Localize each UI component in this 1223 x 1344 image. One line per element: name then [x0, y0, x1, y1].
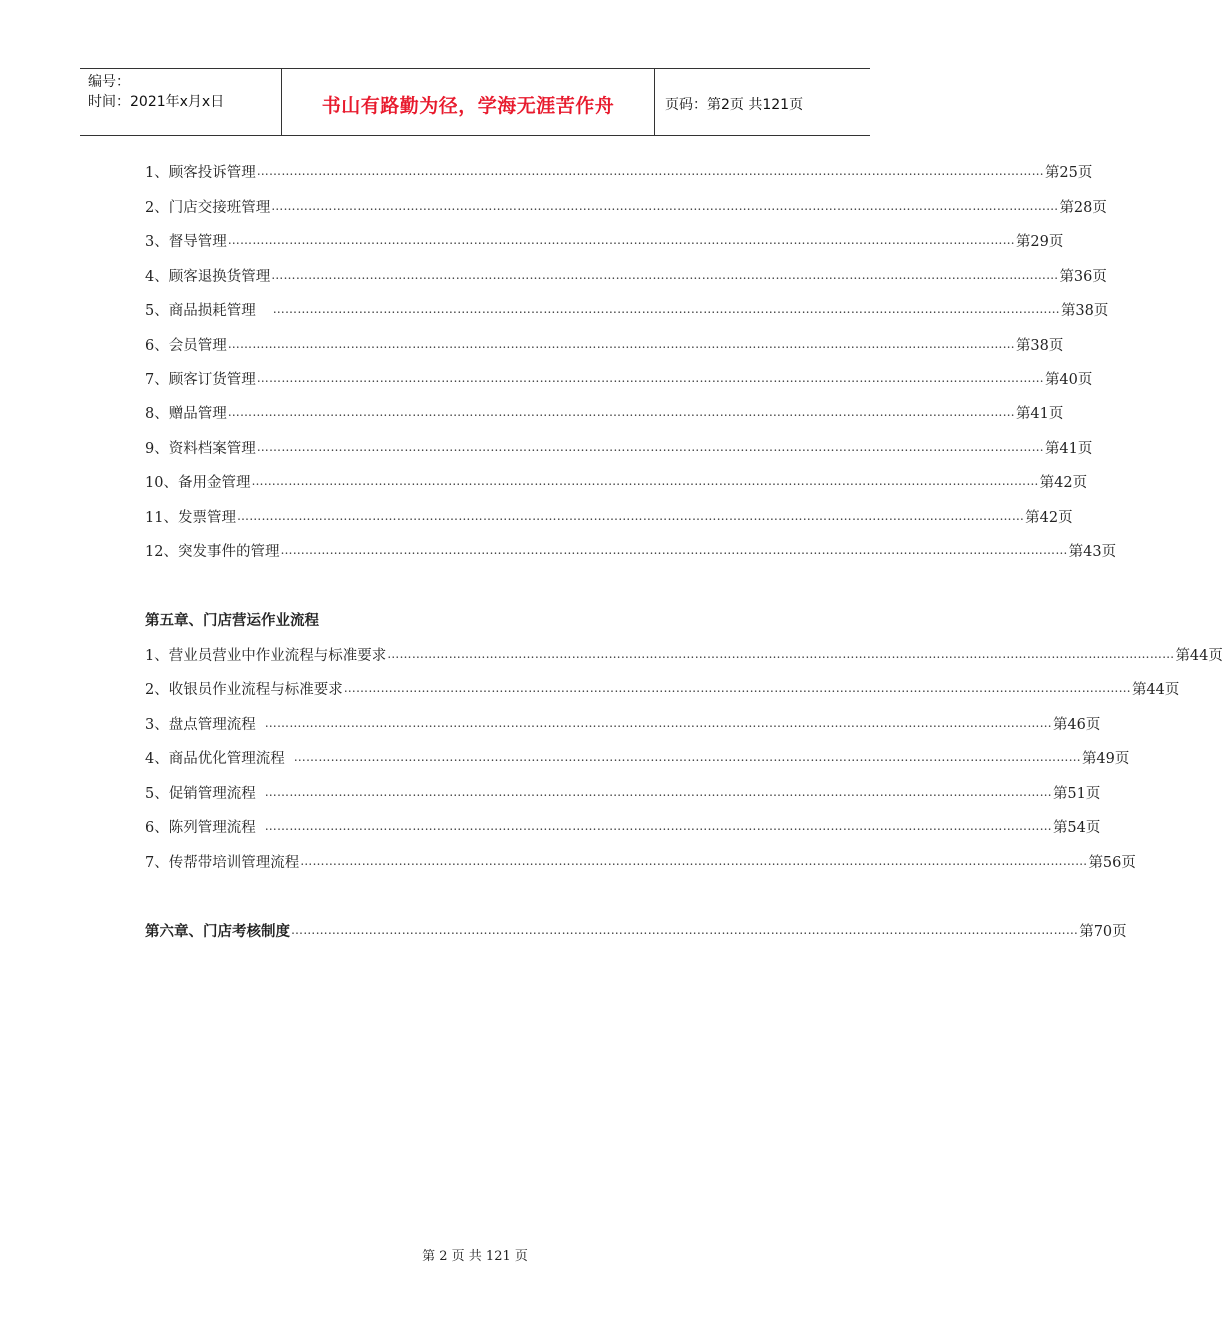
page-header: [80, 68, 870, 136]
toc-entry-title: 门店交接班管理: [168, 199, 271, 216]
toc-entry-number: 5、: [145, 785, 169, 802]
toc-entry-page: 第51页: [1052, 785, 1101, 802]
toc-leader-dots: …………………………………………………………………………………………………………………………………………………………………………: [271, 268, 1059, 282]
toc-entry-page: 第44页: [1175, 647, 1223, 664]
toc-leader-dots: …………………………………………………………………………………………………………………………………………………………………………: [251, 474, 1039, 488]
toc-leader-dots: …………………………………………………………………………………………………………………………………………………………………………: [293, 750, 1081, 764]
header-time-label: 时间：2021年x月x日: [88, 94, 225, 110]
toc-entry-number: 7、: [145, 371, 169, 388]
toc-entry-number: 1、: [145, 164, 169, 181]
toc-entry-number: 10、: [145, 474, 178, 491]
toc-entry-page: 第28页: [1059, 199, 1107, 216]
toc-entry[interactable]: [145, 712, 1101, 734]
toc-entry-page: 第41页: [1015, 405, 1064, 422]
toc-leader-dots: …………………………………………………………………………………………………………………………………………………………………………: [291, 923, 1079, 937]
toc-entry-title: 顾客投诉管理: [168, 164, 256, 181]
toc-entry-number: 6、: [145, 337, 169, 354]
toc-entry[interactable]: [145, 264, 1107, 286]
toc-entry-number: 4、: [145, 750, 169, 767]
toc-entry[interactable]: [145, 333, 1064, 355]
toc-entry-number: 8、: [145, 405, 169, 422]
toc-entry-title: 盘点管理流程: [168, 716, 256, 733]
toc-entry-title: 顾客订货管理: [168, 371, 256, 388]
toc-leader-dots: …………………………………………………………………………………………………………………………………………………………………………: [256, 440, 1044, 454]
toc-entry[interactable]: [145, 298, 1109, 320]
toc-entry[interactable]: [145, 229, 1064, 251]
toc-entry-page: 第42页: [1025, 509, 1073, 526]
toc-leader-dots: …………………………………………………………………………………………………………………………………………………………………………: [256, 371, 1044, 385]
toc-entry[interactable]: [145, 160, 1093, 182]
toc-entry-page: 第40页: [1044, 371, 1093, 388]
toc-leader-dots: …………………………………………………………………………………………………………………………………………………………………………: [300, 854, 1088, 868]
toc-entry-number: 2、: [145, 681, 169, 698]
toc-entry[interactable]: [145, 470, 1088, 492]
toc-entry-number: 11、: [145, 509, 178, 526]
toc-leader-dots: …………………………………………………………………………………………………………………………………………………………………………: [227, 405, 1015, 419]
toc-entry-page: 第56页: [1088, 854, 1136, 871]
toc-entry-page: 第42页: [1039, 474, 1088, 491]
toc-entry-title: 商品损耗管理: [168, 302, 256, 319]
toc-entry[interactable]: [145, 746, 1130, 768]
toc-entry-number: 12、: [145, 543, 178, 560]
toc-entry-page: 第38页: [1060, 302, 1109, 319]
toc-entry[interactable]: [145, 781, 1101, 803]
toc-entry-number: 2、: [145, 199, 169, 216]
toc-entry-number: 5、: [145, 302, 169, 319]
toc-leader-dots: …………………………………………………………………………………………………………………………………………………………………………: [387, 647, 1175, 661]
toc-leader-dots: …………………………………………………………………………………………………………………………………………………………………………: [227, 337, 1015, 351]
toc-entry[interactable]: [145, 195, 1107, 217]
toc-entry-page: 第43页: [1068, 543, 1117, 560]
toc-entry-page: 第36页: [1059, 268, 1107, 285]
toc-entry-page: 第41页: [1044, 440, 1093, 457]
toc-entry-page: 第70页: [1079, 923, 1127, 940]
header-meta: [80, 69, 282, 135]
toc-entry-page: 第25页: [1044, 164, 1093, 181]
toc-entry[interactable]: [145, 677, 1180, 699]
toc-entry-title: 传帮带培训管理流程: [168, 854, 300, 871]
toc-entry-page: 第29页: [1015, 233, 1064, 250]
toc-leader-dots: …………………………………………………………………………………………………………………………………………………………………………: [272, 302, 1060, 316]
toc-entry-title: 突发事件的管理: [177, 543, 280, 560]
toc-leader-dots: …………………………………………………………………………………………………………………………………………………………………………: [264, 819, 1052, 833]
footer-page-number: 第 2 页 共 121 页: [422, 1249, 528, 1264]
toc-entry-title: 陈列管理流程: [168, 819, 256, 836]
toc-entry-number: 4、: [145, 268, 169, 285]
page-footer: [0, 1245, 950, 1264]
toc-leader-dots: …………………………………………………………………………………………………………………………………………………………………………: [343, 681, 1131, 695]
toc-leader-dots: …………………………………………………………………………………………………………………………………………………………………………: [227, 233, 1015, 247]
toc-entry[interactable]: [145, 401, 1064, 423]
toc-entry-title: 赠品管理: [168, 405, 227, 422]
toc-leader-dots: …………………………………………………………………………………………………………………………………………………………………………: [236, 509, 1025, 523]
toc-entry[interactable]: [145, 539, 1117, 561]
toc-entry-title: 资料档案管理: [168, 440, 256, 457]
toc-entry-page: 第54页: [1052, 819, 1101, 836]
toc-entry-number: 7、: [145, 854, 169, 871]
header-motto: 书山有路勤为径，学海无涯苦作舟: [282, 69, 655, 135]
header-number-label: 编号：: [88, 74, 130, 90]
toc-entry[interactable]: [145, 436, 1093, 458]
toc-entry[interactable]: [145, 643, 1223, 665]
toc-entry-title: 商品优化管理流程: [168, 750, 285, 767]
toc-entry-title: 备用金管理: [177, 474, 251, 491]
toc-entry[interactable]: [145, 505, 1073, 527]
toc-entry-page: 第44页: [1131, 681, 1180, 698]
toc-entry-title: 顾客退换货管理: [168, 268, 271, 285]
toc-entry-title: 促销管理流程: [168, 785, 256, 802]
toc-entry[interactable]: [145, 815, 1101, 837]
toc-entry-page: 第49页: [1081, 750, 1130, 767]
toc-entry-page: 第38页: [1015, 337, 1064, 354]
toc-chapter-6[interactable]: [145, 919, 1127, 941]
toc-entry[interactable]: [145, 850, 1136, 872]
toc-entry-number: 6、: [145, 819, 169, 836]
toc-leader-dots: …………………………………………………………………………………………………………………………………………………………………………: [271, 199, 1059, 213]
toc-leader-dots: …………………………………………………………………………………………………………………………………………………………………………: [264, 716, 1052, 730]
toc-entry-title: 会员管理: [168, 337, 227, 354]
chapter-heading[interactable]: 第五章、门店营运作业流程: [145, 612, 319, 629]
toc-entry-title: 营业员营业中作业流程与标准要求: [168, 647, 387, 664]
toc-leader-dots: …………………………………………………………………………………………………………………………………………………………………………: [256, 164, 1044, 178]
toc-entry-number: 3、: [145, 233, 169, 250]
toc-leader-dots: …………………………………………………………………………………………………………………………………………………………………………: [264, 785, 1052, 799]
header-page-info: 页码：第2页 共121页: [665, 97, 804, 113]
toc-entry-title: 收银员作业流程与标准要求: [168, 681, 343, 698]
toc-leader-dots: …………………………………………………………………………………………………………………………………………………………………………: [280, 543, 1068, 557]
toc-entry-title: 督导管理: [168, 233, 227, 250]
toc-entry-page: 第46页: [1052, 716, 1101, 733]
toc-entry[interactable]: [145, 367, 1093, 389]
toc-entry-number: 9、: [145, 440, 169, 457]
chapter-heading: 第六章、门店考核制度: [145, 923, 290, 940]
toc-entry-number: 1、: [145, 647, 169, 664]
toc-entry-title: 发票管理: [177, 509, 236, 526]
toc-entry-number: 3、: [145, 716, 169, 733]
